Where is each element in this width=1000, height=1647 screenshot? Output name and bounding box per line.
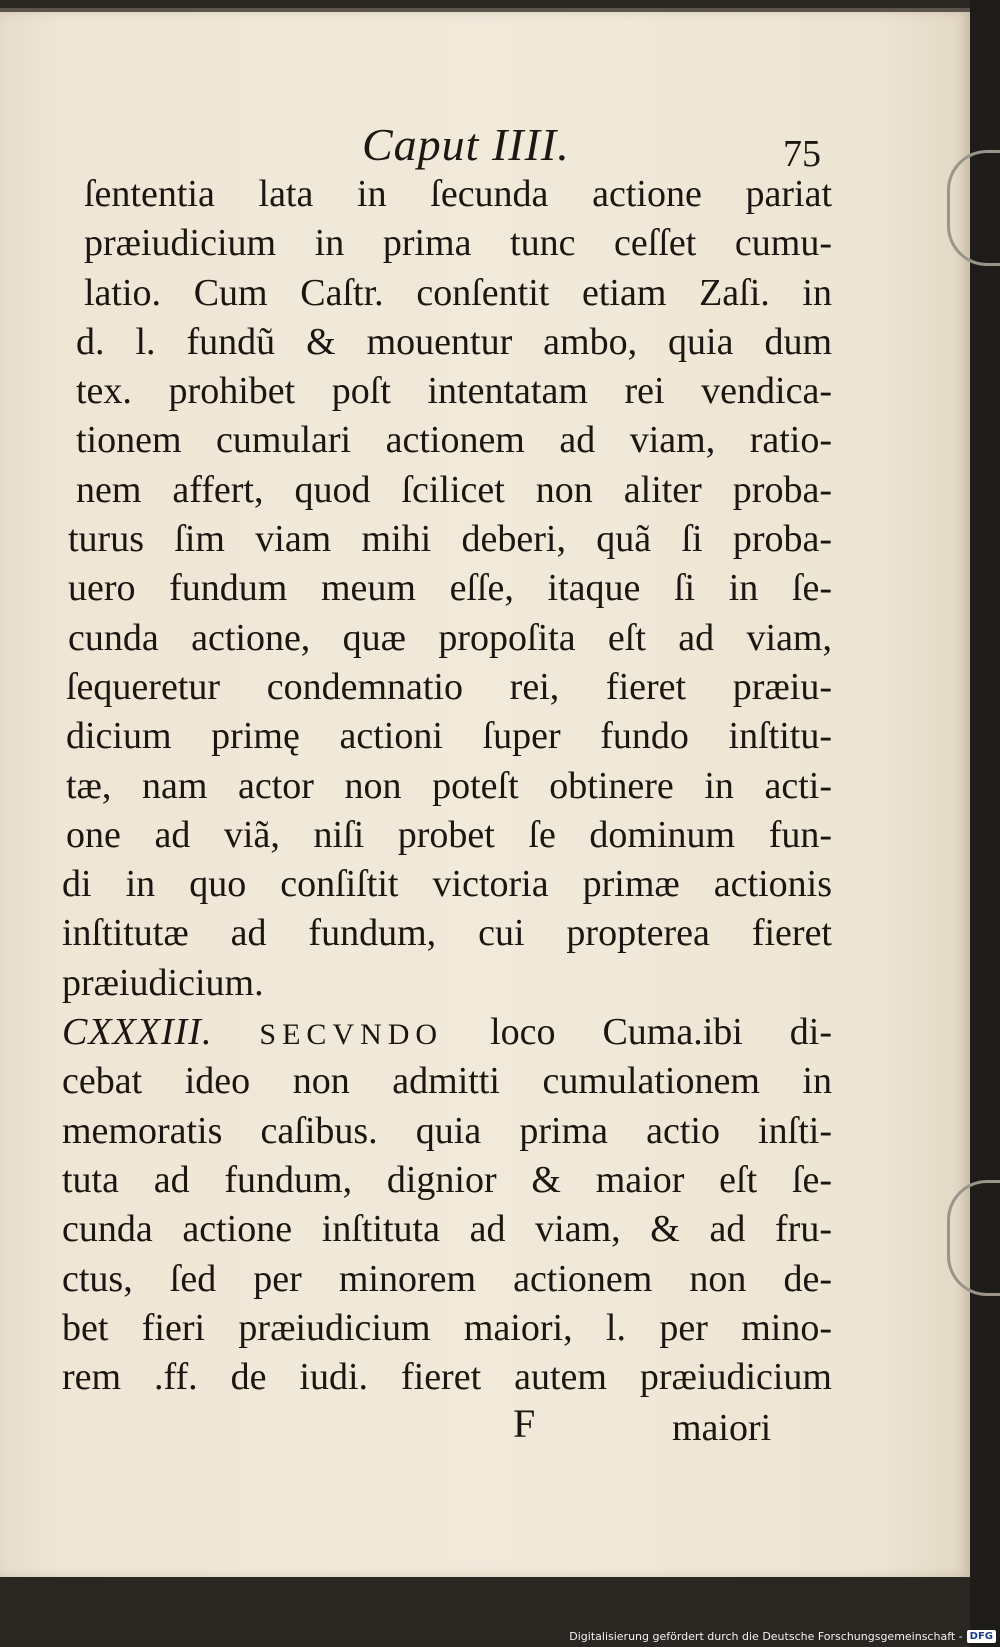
text-line: cebat ideo non admitti cumulationem in [62, 1060, 832, 1103]
text-line: nem affert, quod ſcilicet non aliter proba- [76, 468, 832, 511]
page-number: 75 [783, 133, 821, 175]
dfg-logo-icon: DFG [967, 1630, 996, 1643]
paragraph-number: CXXXIII. [62, 1011, 213, 1054]
text-line: cunda actione, quæ propoſita eſt ad viam, [68, 616, 832, 659]
book-clip-top [947, 150, 1000, 266]
signature-mark: F [513, 1401, 536, 1446]
text-line: turus ſim viam mihi deberi, quã ſi proba- [68, 518, 832, 561]
text-line: di in quo conſiſtit victoria primæ actionis [62, 863, 832, 906]
text-line: cunda actione inſtituta ad viam, & ad fru- [62, 1208, 832, 1251]
text-line: tuta ad fundum, dignior & maior eſt ſe- [62, 1158, 832, 1201]
body-text [62, 170, 832, 1402]
text-line: ſequeretur condemnatio rei, fieret præiu- [66, 665, 832, 708]
text-line: ſententia lata in ſecunda actione pariat [84, 173, 832, 215]
text-line: bet fieri præiudicium maiori, l. per mino- [62, 1306, 832, 1349]
text-line: one ad viã, niſi probet ſe dominum fun- [66, 813, 832, 856]
running-title: Caput IIII. [362, 119, 570, 170]
text-line: d. l. fundũ & mouentur ambo, quia dum [76, 320, 832, 363]
page-footer [0, 1400, 970, 1460]
paragraph-first-line [62, 1008, 832, 1057]
digitization-credit [569, 1630, 996, 1643]
text-line: uero fundum meum eſſe, itaque ſi in ſe- [68, 567, 832, 610]
text-fragment: loco Cuma.ibi di- [490, 1011, 833, 1054]
book-page [0, 8, 970, 1577]
text-line: inſtitutæ ad fundum, cui propterea fieret [62, 912, 832, 955]
text-line: præiudicium. [62, 961, 264, 1004]
book-clip-bottom [947, 1180, 1000, 1296]
small-caps-word: SECVNDO [259, 1018, 444, 1052]
text-line: præiudicium in prima tunc ceſſet cumu- [84, 222, 832, 265]
text-line: dicium primę actioni ſuper fundo inſtitu- [66, 715, 832, 758]
text-line: latio. Cum Caſtr. conſentit etiam Zaſi. in [84, 271, 832, 314]
text-line: rem .ff. de iudi. fieret autem præiudicium [62, 1356, 832, 1399]
text-line: memoratis caſibus. quia prima actio inſti- [62, 1109, 832, 1152]
text-line: tæ, nam actor non poteſt obtinere in acti- [66, 764, 832, 807]
text-line: tex. prohibet poſt intentatam rei vendica- [76, 370, 832, 413]
credit-text: Digitalisierung gefördert durch die Deutsche Forschungsgemeinschaft - [569, 1630, 963, 1643]
text-line: tionem cumulari actionem ad viam, ratio- [76, 419, 832, 462]
catchword: maiori [672, 1407, 772, 1449]
page-header [0, 114, 970, 174]
text-line: ctus, ſed per minorem actionem non de- [62, 1257, 832, 1300]
